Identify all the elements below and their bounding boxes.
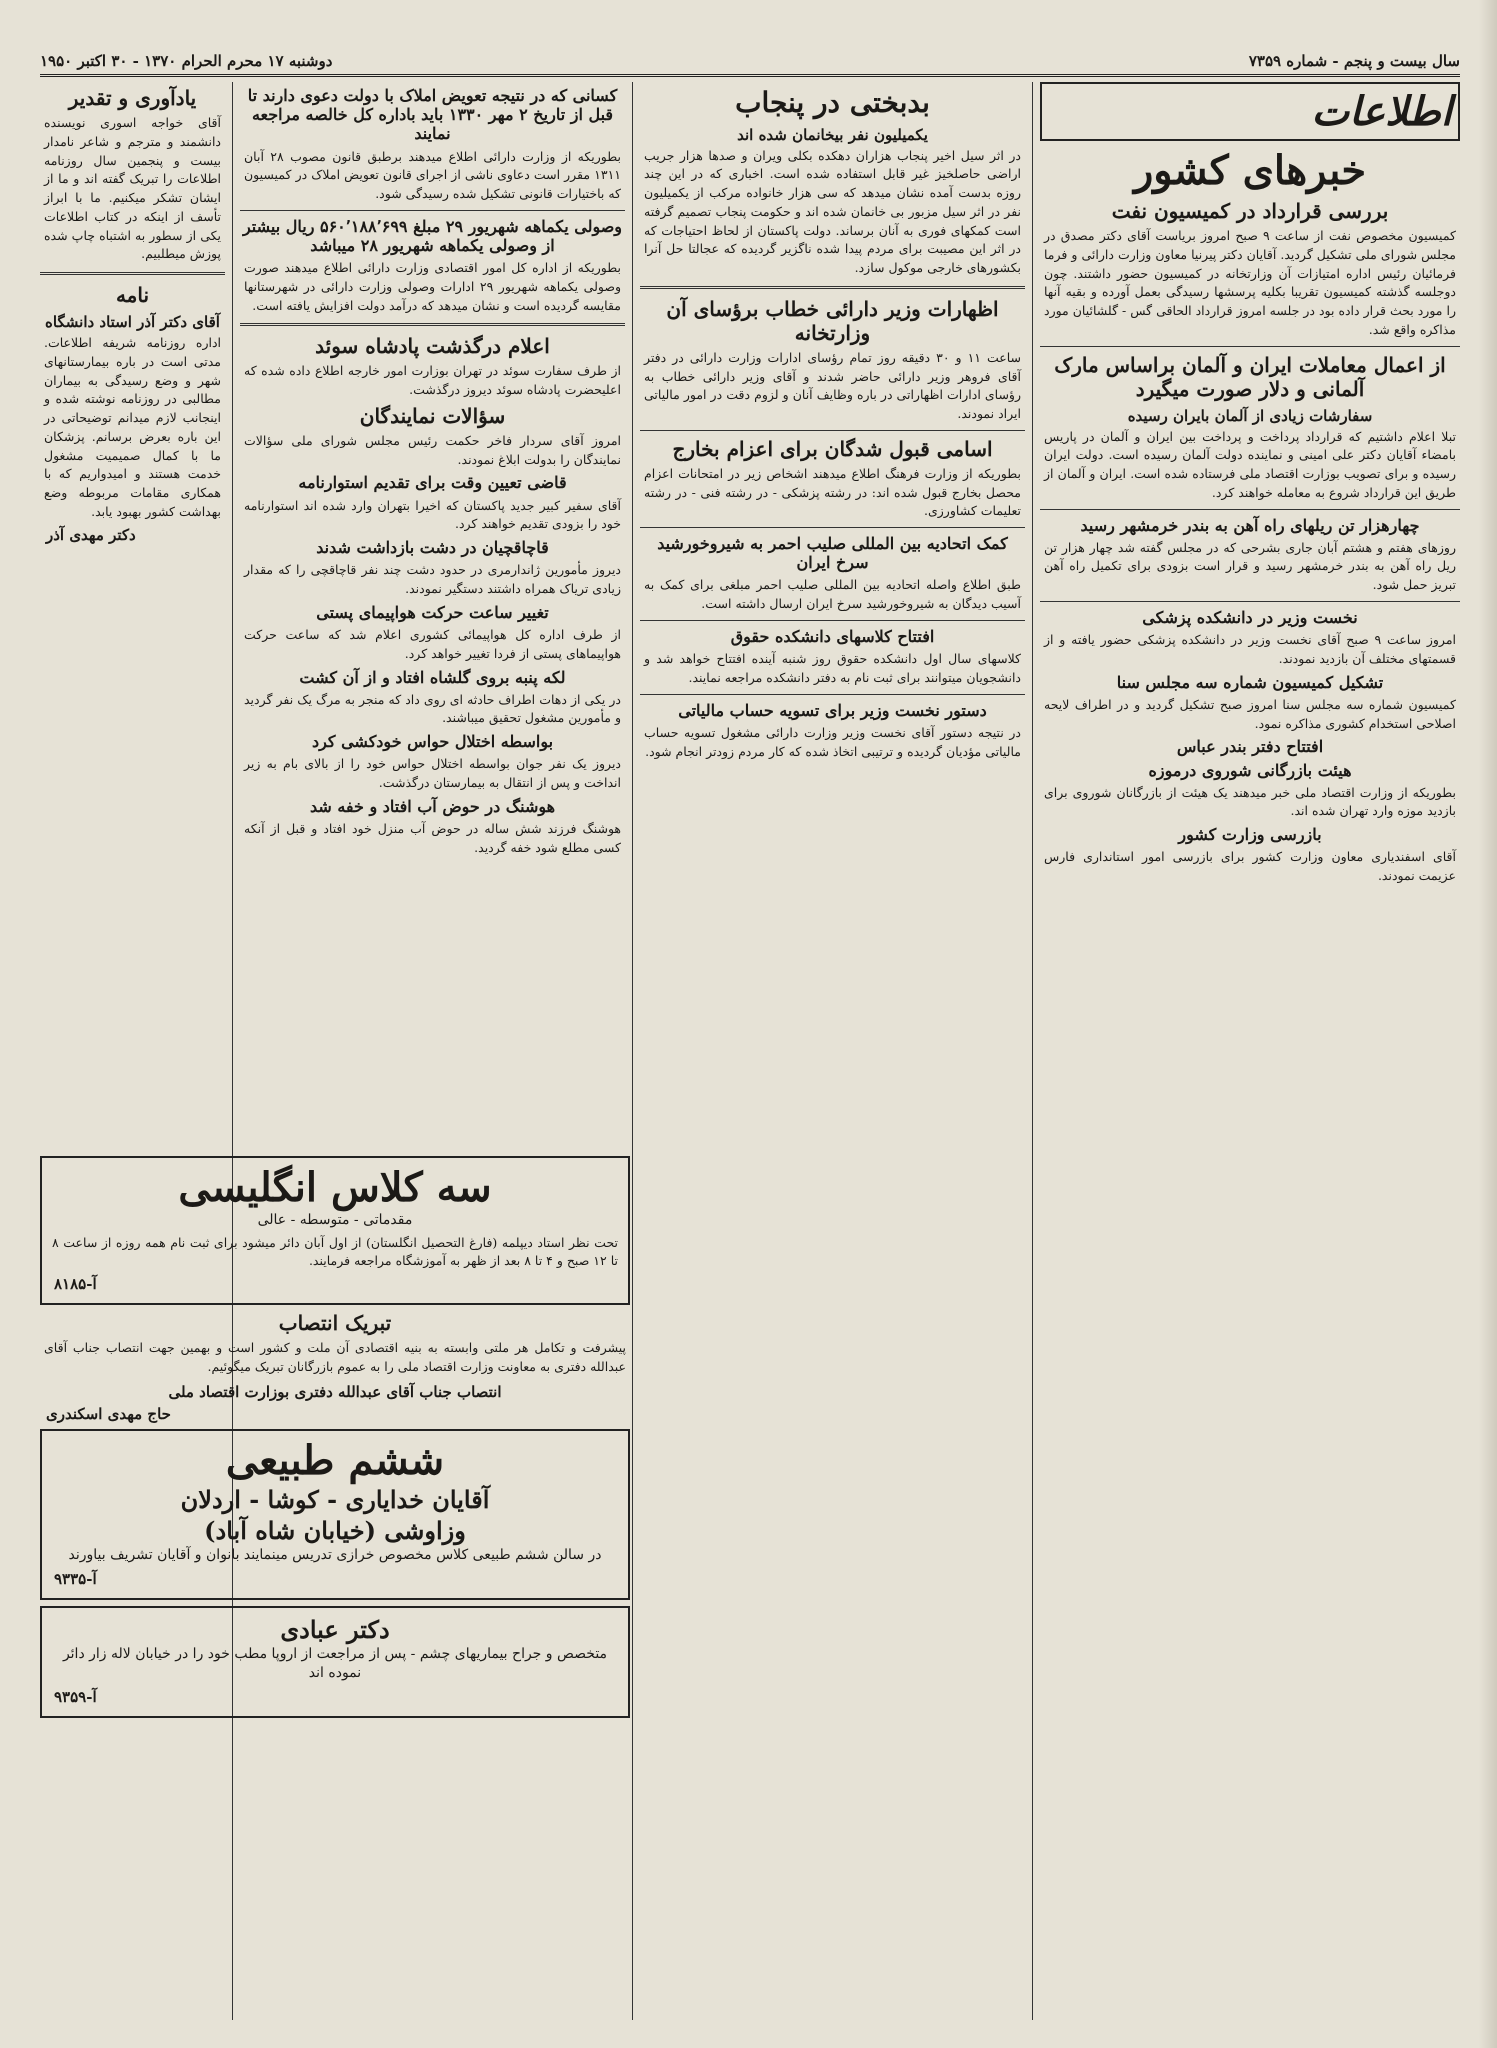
- article-cotton: در یکی از دهات اطراف حادثه ای روی داد که منجر به مرگ یک نفر گردید و مأمورین مشغول تحقیق میباشند.: [244, 691, 621, 726]
- doctor-ad: [40, 1606, 630, 1718]
- article-oil: کمیسیون مخصوص نفت از ساعت ۹ صبح امروز بریاست آقای دکتر مصدق در مجلس شورای ملی تشکیل گردید. آقایان دکتر پیرنیا معاون وزارت دارائی و فرما فرمائیان رئیس اداره امتیازات آن وزارتخانه در کمیسیون حضور داشتند. چون دوجلسه گذشته کمیسیون تقریبا بکلیه پرسشها رسیدگی بعمل آورده و بقیه آنها را مورد بحث قرار داده بود در جلسه امروز قرارداد الحاقی گس - گلشائیان مورد مذاکره واقع شد.: [1044, 228, 1456, 337]
- headline-flight: تغییر ساعت حرکت هواپیمای پستی: [316, 602, 549, 622]
- subhead-congrats: انتصاب جناب آقای عبدالله دفتری بوزارت اقتصاد ملی: [168, 1382, 502, 1401]
- article-smugglers: دیروز مأمورین ژاندارمری در حدود دشت چند نفر قاچاقچی را که مقدار زیادی تریاک همراه داشتند دستگیر نمودند.: [244, 562, 621, 597]
- article-sweden: از طرف سفارت سوئد در تهران بوزارت امور خارجه اطلاع داده شده که اعلیحضرت پادشاه سوئد دیروز درگذشت.: [244, 363, 621, 398]
- article-tax: بطوریکه از اداره کل امور اقتصادی وزارت دارائی اطلاع میدهند صورت وصولی یکماهه شهریور ۲۹ ادارات وصولی وزارت دارائی در شهرستانها مقایسه گردیده است و نشان میدهد که درآمد دولت افزایش یافته است.: [244, 260, 621, 313]
- article-pool: هوشنگ فرزند شش ساله در حوض آب منزل خود افتاد و قبل از آنکه کسی مطلع شود خفه گردید.: [244, 821, 621, 855]
- headline-credentials: قاضی تعیین وقت برای تقدیم استوارنامه: [298, 473, 567, 493]
- headline-claims: کسانی که در نتیجه تعویض املاک با دولت دعوی دارند تا قبل از تاریخ ۲ مهر ۱۳۳۰ باید باداره کل خالصه مراجعه نمایند: [247, 86, 618, 144]
- headline-tax: وصولی یکماهه شهریور ۲۹ مبلغ ۵۶۰٬۱۸۸٬۶۹۹ ریال بیشتر از وصولی یکماهه شهریور ۲۸ میباشد: [242, 216, 623, 255]
- article-suicide: دیروز یک نفر جوان بواسطه اختلال حواس خود را از بالای بام به زیر انداخت و پس از انتقال به بیمارستان درگذشت.: [244, 756, 621, 791]
- headline-questions: سؤالات نمایندگان: [359, 403, 506, 428]
- issue-date: دوشنبه ۱۷ محرم الحرام ۱۳۷۰ - ۳۰ اکتبر ۱۹۵۰: [40, 52, 333, 70]
- headline-law-school: افتتاح کلاسهای دانشکده حقوق: [730, 626, 935, 646]
- subhead-punjab: یکمیلیون نفر بیخانمان شده اند: [737, 125, 928, 144]
- article-trade: بطوریکه از وزارت اقتصاد ملی خبر میدهند یک هیئت از بازرگانان شوروی برای بازدید موزه وارد تهران شده اند.: [1044, 784, 1456, 819]
- headline-punjab: بدبختی در پنجاب: [735, 86, 930, 119]
- section-title: خبرهای کشور: [1133, 147, 1367, 194]
- headline-letter: نامه: [115, 283, 150, 307]
- class-ref: آ-۸۱۸۵: [54, 1275, 97, 1294]
- headline-accepted: اسامی قبول شدگان برای اعزام بخارج: [672, 436, 993, 461]
- headline-smugglers: قاچاقچیان در دشت بازداشت شدند: [316, 538, 549, 558]
- headline-trade: هیئت بازرگانی شوروی درموزه: [1148, 760, 1352, 780]
- article-congrats: پیشرفت و تکامل هر ملتی وابسته به بنیه اقتصادی آن ملت و کشور است و بهمین جهت انتصاب جناب آقای عبدالله دفتری به معاونت وزارت اقتصاد ملی را به عموم بازرگانان تبریک میگوئیم.: [44, 1340, 626, 1374]
- headline-finance: اظهارات وزیر دارائی خطاب برؤسای آن وزارتخانه: [666, 296, 999, 345]
- ad-line-1: آقایان خدایاری - کوشا - اردلان: [180, 1484, 490, 1514]
- article-inspection: آقای اسفندیاری معاون وزارت کشور برای بازرسی امور استانداری فارس عزیمت نمودند.: [1044, 849, 1456, 884]
- headline-sweden: اعلام درگذشت پادشاه سوئد: [315, 334, 550, 359]
- class-levels: مقدماتی - متوسطه - عالی: [257, 1212, 413, 1228]
- article-finance: ساعت ۱۱ و ۳۰ دقیقه روز تمام رؤسای ادارات وزارت دارائی در دفتر آقای فروهر وزیر دارائی حاضر شدند و آقای وزیر دارائی خطاب به رؤسای ادارات اظهاراتی در باره وظایف آنان و لزوم دقت در امور مالیاتی ایراد نمودند.: [644, 349, 1021, 422]
- article-law-school: کلاسهای سال اول دانشکده حقوق روز شنبه آینده افتتاح خواهد شد و دانشجویان میتوانند برای ثبت نام به دفتر دانشکده مراجعه نمایند.: [644, 651, 1021, 685]
- page-fold-shadow: [1479, 0, 1497, 2048]
- headline-inspection: بازرسی وزارت کشور: [1178, 825, 1322, 845]
- headline-red-cross: کمک اتحادیه بین المللی صلیب احمر به شیروخورشید سرخ ایران: [657, 534, 1008, 573]
- class-ad: [40, 1429, 630, 1600]
- doctor-ref: آ-۹۳۵۹: [54, 1687, 97, 1706]
- headline-university: نخست وزیر در دانشکده پزشکی: [1142, 607, 1358, 627]
- headline-germany: از اعمال معاملات ایران و آلمان براساس مارک آلمانی و دلار صورت میگیرد: [1054, 352, 1446, 401]
- headline-suicide: بواسطه اختلال حواس خودکشی کرد: [311, 732, 554, 752]
- article-flight: از طرف اداره کل هواپیمائی کشوری اعلام شد که ساعت حرکت هواپیماهای پستی از فردا تغییر خواهد کرد.: [244, 627, 621, 661]
- headline-congrats: تبریک انتصاب: [278, 1311, 392, 1336]
- article-red-cross: طبق اطلاع واصله اتحادیه بین المللی صلیب احمر مبلغی برای کمک به آسیب دیدگان به شیروخورشید سرخ ایران ارسال داشته است.: [644, 577, 1021, 612]
- headline-memory: یادآوری و تقدیر: [68, 86, 197, 110]
- article-credentials: آقای سفیر کبیر جدید پاکستان که اخیرا بتهران وارد شده اند استوارنامه خود را بزودی تقدیم خواهند کرد.: [244, 497, 621, 532]
- class-title: سه کلاس انگلیسی: [178, 1164, 492, 1211]
- article-punjab: در اثر سیل اخیر پنجاب هزاران دهکده بکلی ویران و صدها هزار جریب اراضی حاصلخیز غیر قابل استفاده شده است. اخباری که در این چند روزه بدست آمده نشان میدهد که سی هزار خانواده مرکب از یکمیلیون نفر در اثر سیل مزبور بی خانمان شده اند و حکومت پنجاب تصمیم گرفته است کمکهای فوری به آنان برساند. دولت پاکستان از لحاظ احتیاجات که در اثر این مصیبت برای مردم پیدا شده ناگزیر گردیده که عجالتا حل آنرا بکشورهای خارجی موکول سازد.: [644, 147, 1021, 276]
- doctor-title: دکتر عبادی: [280, 1614, 390, 1644]
- article-questions: امروز آقای سردار فاخر حکمت رئیس مجلس شورای ملی سؤالات نمایندگان را بدولت ابلاغ نمودند.: [244, 432, 621, 467]
- ad-line-2: وزاوشی (خیابان شاه آباد): [204, 1515, 466, 1545]
- headline-cotton: لکه پنبه بروی گلشاه افتاد و از آن کشت: [299, 667, 566, 687]
- issue-number: سال بیست و پنجم - شماره ۷۳۵۹: [1248, 52, 1460, 70]
- ad-title: ششم طبیعی: [225, 1436, 445, 1484]
- english-class-ad: [40, 1156, 630, 1305]
- headline-pool: هوشنگ در حوض آب افتاد و خفه شد: [309, 796, 556, 816]
- headline-oil: بررسی قرارداد در کمیسیون نفت: [1111, 199, 1389, 223]
- congrats-signature: حاج مهدی اسکندری: [46, 1404, 171, 1423]
- article-letter: اداره روزنامه شریفه اطلاعات. مدتی است در باره بیمارستانهای شهر و وضع رسیدگی به بیماران مطالبی در روزنامه نوشته شده و اینجانب لازم میدانم توضیحاتی در این باره بعرض برسانم. پزشکان ما با کمال صمیمیت مشغول خدمت هستند و امیدواریم که با همکاری مقامات مربوطه وضع بهداشت کشور بهبود یابد.: [44, 335, 221, 519]
- masthead-bar: [40, 48, 1460, 77]
- headline-rail: چهارهزار تن ریلهای راه آهن به بندر خرمشهر رسید: [1080, 515, 1420, 535]
- article-pm-order: در نتیجه دستور آقای نخست وزیر وزارت دارائی مشغول تسویه حساب مالیاتی مؤدیان گردیده و ترتیبی اتخاذ شده که کار مردم زودتر انجام شود.: [644, 724, 1021, 759]
- article-rail: روزهای هفتم و هشتم آبان جاری بشرحی که در مجلس گفته شد چهار هزار تن ریل راه آهن به بندر خرمشهر رسید و قرار است بزودی برای تکمیل راه آهن تبریز حمل شود.: [1044, 539, 1456, 593]
- column-1: [1040, 82, 1460, 2020]
- headline-pm-order: دستور نخست وزیر برای تسویه حساب مالیاتی: [678, 700, 987, 720]
- article-germany: تبلا اعلام داشتیم که قرارداد پرداخت و پرداخت بین ایران و آلمان در پاریس بامضاء آقایان دکتر علی امینی و نماینده دولت آلمان رسیده است. دولت ایران رسیده و برای تصویب بوزارت اقتصاد ملی فرستاده شده است. ایران و آلمان از طریق این قرارداد شروع به معامله خواهند کرد.: [1044, 428, 1456, 500]
- article-memory: آقای خواجه اسوری نویسنده دانشمند و مترجم و شاعر نامدار بیست و پنجمین سال روزنامه اطلاعات را تبریک گفته اند و ما از ایشان تشکر میکنیم. ما با ابراز تأسف از اینکه در کتاب اطلاعات یکی از سطور به اشتباه چاپ شده پوزش میطلبیم.: [44, 115, 221, 262]
- letter-signature: دکتر مهدی آذر: [46, 525, 136, 544]
- subhead-letter: آقای دکتر آذر استاد دانشگاه: [45, 313, 220, 331]
- ads-block: [40, 1150, 630, 2020]
- class-body: تحت نظر استاد دیپلمه (فارغ التحصیل انگلستان) از اول آبان دائر میشود برای ثبت نام همه روزه از ساعت ۸ تا ۱۲ صبح و ۴ تا ۸ بعد از ظهر به آموزشگاه مراجعه فرمایند.: [52, 1234, 618, 1269]
- headline-office: افتتاح دفتر بندر عباس: [1176, 737, 1324, 757]
- article-accepted: بطوریکه از وزارت فرهنگ اطلاع میدهند اشخاص زیر در امتحانات اعزام محصل بخارج قبول شده اند: در رشته پزشکی - در رشته فنی - در رشته تعلیمات کشاورزی.: [644, 465, 1021, 519]
- subhead-germany: سفارشات زیادی از آلمان بایران رسیده: [1127, 406, 1373, 425]
- column-2: [640, 82, 1025, 2020]
- ad-body: در سالن ششم طبیعی کلاس مخصوص خرازی تدریس مینمایند بانوان و آقایان تشریف بیاورند: [68, 1546, 602, 1563]
- article-claims: بطوریکه از وزارت دارائی اطلاع میدهند برطبق قانون مصوب ۲۸ آبان ۱۳۱۱ مقرر است دعاوی ناشی از اجرای قانون تعویض املاک در کمیسیون که باختیارات قانونی تشکیل شده رسیدگی شود.: [244, 148, 621, 202]
- article-university: امروز ساعت ۹ صبح آقای نخست وزیر در دانشکده پزشکی حضور یافته و از قسمتهای مختلف آن بازدید نمودند.: [1044, 632, 1456, 666]
- newspaper-logo: اطلاعات: [1040, 82, 1460, 141]
- headline-commission: تشکیل کمیسیون شماره سه مجلس سنا: [1116, 672, 1384, 692]
- doctor-body: متخصص و جراح بیماریهای چشم - پس از مراجعت از اروپا مطب خود را در خیابان لاله زار دائر نموده اند: [62, 1645, 608, 1682]
- ad-ref: آ-۹۳۳۵: [54, 1569, 97, 1588]
- article-commission: کمیسیون شماره سه مجلس سنا امروز صبح تشکیل گردید و در اطراف لایحه اصلاحی استخدام کشوری مذاکره نمود.: [1044, 696, 1456, 731]
